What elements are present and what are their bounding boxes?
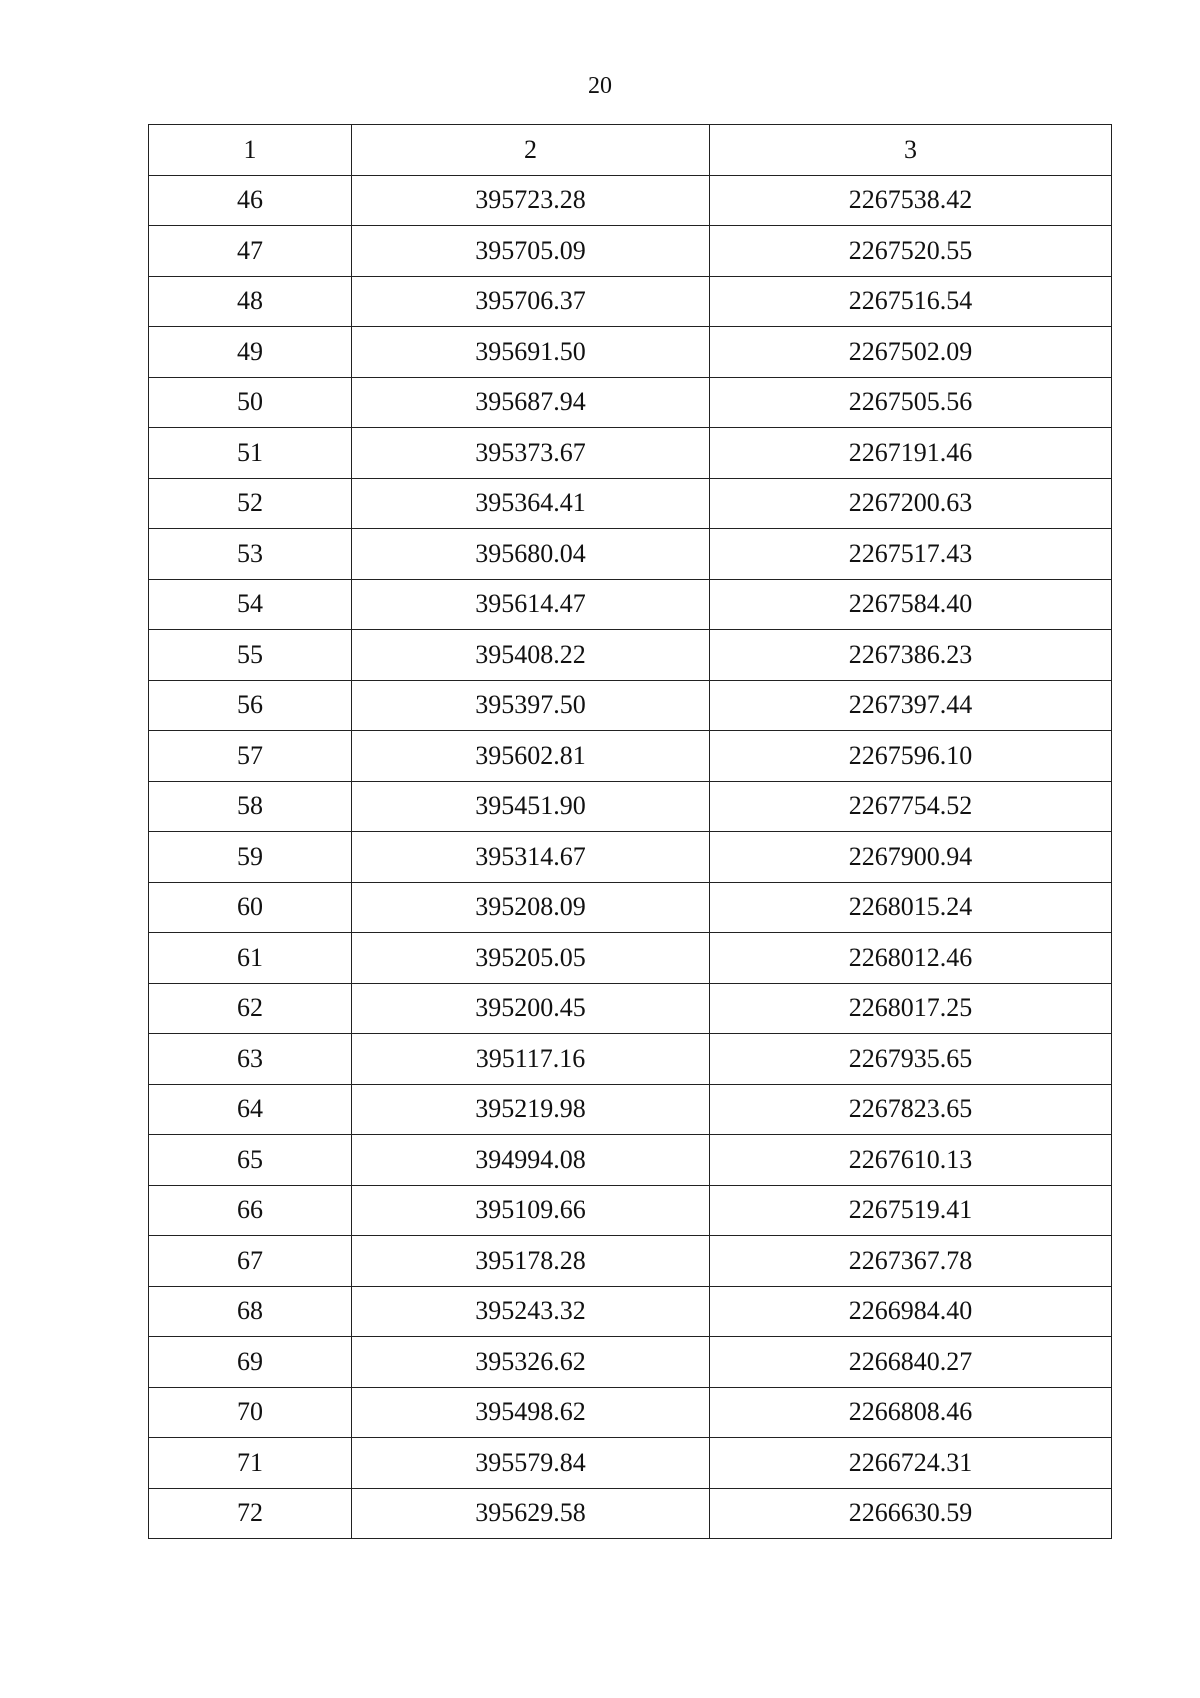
x-coordinate-cell: 395205.05	[352, 933, 710, 984]
x-coordinate-cell: 395705.09	[352, 226, 710, 277]
point-number-cell: 66	[149, 1185, 352, 1236]
y-coordinate-cell: 2268012.46	[710, 933, 1112, 984]
y-coordinate-cell: 2266724.31	[710, 1438, 1112, 1489]
table-row	[149, 983, 1112, 1034]
y-coordinate-cell: 2268017.25	[710, 983, 1112, 1034]
point-number-cell: 70	[149, 1387, 352, 1438]
y-coordinate-cell: 2266840.27	[710, 1337, 1112, 1388]
y-coordinate-cell: 2267516.54	[710, 276, 1112, 327]
x-coordinate-cell: 395219.98	[352, 1084, 710, 1135]
table-row	[149, 1438, 1112, 1489]
y-coordinate-cell: 2267517.43	[710, 529, 1112, 580]
point-number-cell: 71	[149, 1438, 352, 1489]
y-coordinate-cell: 2267584.40	[710, 579, 1112, 630]
x-coordinate-cell: 395178.28	[352, 1236, 710, 1287]
point-number-cell: 46	[149, 175, 352, 226]
table-row	[149, 428, 1112, 479]
table-row	[149, 781, 1112, 832]
y-coordinate-cell: 2267610.13	[710, 1135, 1112, 1186]
column-header-1: 1	[149, 125, 352, 176]
table-row	[149, 630, 1112, 681]
point-number-cell: 56	[149, 680, 352, 731]
y-coordinate-cell: 2267519.41	[710, 1185, 1112, 1236]
table-row	[149, 1084, 1112, 1135]
x-coordinate-cell: 395687.94	[352, 377, 710, 428]
point-number-cell: 72	[149, 1488, 352, 1539]
y-coordinate-cell: 2267520.55	[710, 226, 1112, 277]
x-coordinate-cell: 395408.22	[352, 630, 710, 681]
point-number-cell: 61	[149, 933, 352, 984]
table-header-row	[149, 125, 1112, 176]
x-coordinate-cell: 395629.58	[352, 1488, 710, 1539]
table-row	[149, 377, 1112, 428]
y-coordinate-cell: 2268015.24	[710, 882, 1112, 933]
x-coordinate-cell: 395706.37	[352, 276, 710, 327]
y-coordinate-cell: 2266808.46	[710, 1387, 1112, 1438]
page-number: 20	[588, 73, 612, 99]
table-row	[149, 832, 1112, 883]
y-coordinate-cell: 2267367.78	[710, 1236, 1112, 1287]
x-coordinate-cell: 395109.66	[352, 1185, 710, 1236]
x-coordinate-cell: 395691.50	[352, 327, 710, 378]
point-number-cell: 48	[149, 276, 352, 327]
table-row	[149, 175, 1112, 226]
point-number-cell: 47	[149, 226, 352, 277]
x-coordinate-cell: 395579.84	[352, 1438, 710, 1489]
x-coordinate-cell: 395373.67	[352, 428, 710, 479]
x-coordinate-cell: 395208.09	[352, 882, 710, 933]
point-number-cell: 58	[149, 781, 352, 832]
table-body	[149, 175, 1112, 1539]
point-number-cell: 68	[149, 1286, 352, 1337]
table-row	[149, 680, 1112, 731]
x-coordinate-cell: 395200.45	[352, 983, 710, 1034]
point-number-cell: 51	[149, 428, 352, 479]
point-number-cell: 65	[149, 1135, 352, 1186]
point-number-cell: 60	[149, 882, 352, 933]
point-number-cell: 57	[149, 731, 352, 782]
y-coordinate-cell: 2267505.56	[710, 377, 1112, 428]
x-coordinate-cell: 395723.28	[352, 175, 710, 226]
point-number-cell: 52	[149, 478, 352, 529]
point-number-cell: 62	[149, 983, 352, 1034]
y-coordinate-cell: 2267200.63	[710, 478, 1112, 529]
table-row	[149, 731, 1112, 782]
table-row	[149, 882, 1112, 933]
y-coordinate-cell: 2267502.09	[710, 327, 1112, 378]
point-number-cell: 67	[149, 1236, 352, 1287]
point-number-cell: 50	[149, 377, 352, 428]
y-coordinate-cell: 2267823.65	[710, 1084, 1112, 1135]
y-coordinate-cell: 2267754.52	[710, 781, 1112, 832]
table-row	[149, 276, 1112, 327]
table-row	[149, 1387, 1112, 1438]
coordinates-table	[148, 124, 1112, 1539]
x-coordinate-cell: 395602.81	[352, 731, 710, 782]
point-number-cell: 63	[149, 1034, 352, 1085]
column-header-2: 2	[352, 125, 710, 176]
table-row	[149, 529, 1112, 580]
point-number-cell: 53	[149, 529, 352, 580]
table-row	[149, 1185, 1112, 1236]
table-row	[149, 933, 1112, 984]
table-row	[149, 226, 1112, 277]
table-row	[149, 1034, 1112, 1085]
x-coordinate-cell: 395614.47	[352, 579, 710, 630]
x-coordinate-cell: 395498.62	[352, 1387, 710, 1438]
x-coordinate-cell: 394994.08	[352, 1135, 710, 1186]
y-coordinate-cell: 2267386.23	[710, 630, 1112, 681]
table-row	[149, 579, 1112, 630]
point-number-cell: 55	[149, 630, 352, 681]
x-coordinate-cell: 395680.04	[352, 529, 710, 580]
x-coordinate-cell: 395326.62	[352, 1337, 710, 1388]
point-number-cell: 69	[149, 1337, 352, 1388]
table-row	[149, 1236, 1112, 1287]
y-coordinate-cell: 2267538.42	[710, 175, 1112, 226]
x-coordinate-cell: 395117.16	[352, 1034, 710, 1085]
y-coordinate-cell: 2267191.46	[710, 428, 1112, 479]
y-coordinate-cell: 2267935.65	[710, 1034, 1112, 1085]
table-row	[149, 1337, 1112, 1388]
point-number-cell: 59	[149, 832, 352, 883]
point-number-cell: 54	[149, 579, 352, 630]
x-coordinate-cell: 395397.50	[352, 680, 710, 731]
x-coordinate-cell: 395314.67	[352, 832, 710, 883]
y-coordinate-cell: 2267397.44	[710, 680, 1112, 731]
y-coordinate-cell: 2267596.10	[710, 731, 1112, 782]
table-row	[149, 327, 1112, 378]
table-row	[149, 478, 1112, 529]
y-coordinate-cell: 2267900.94	[710, 832, 1112, 883]
x-coordinate-cell: 395364.41	[352, 478, 710, 529]
point-number-cell: 64	[149, 1084, 352, 1135]
point-number-cell: 49	[149, 327, 352, 378]
x-coordinate-cell: 395451.90	[352, 781, 710, 832]
table-row	[149, 1135, 1112, 1186]
table-row	[149, 1286, 1112, 1337]
x-coordinate-cell: 395243.32	[352, 1286, 710, 1337]
column-header-3: 3	[710, 125, 1112, 176]
table-row	[149, 1488, 1112, 1539]
y-coordinate-cell: 2266984.40	[710, 1286, 1112, 1337]
y-coordinate-cell: 2266630.59	[710, 1488, 1112, 1539]
